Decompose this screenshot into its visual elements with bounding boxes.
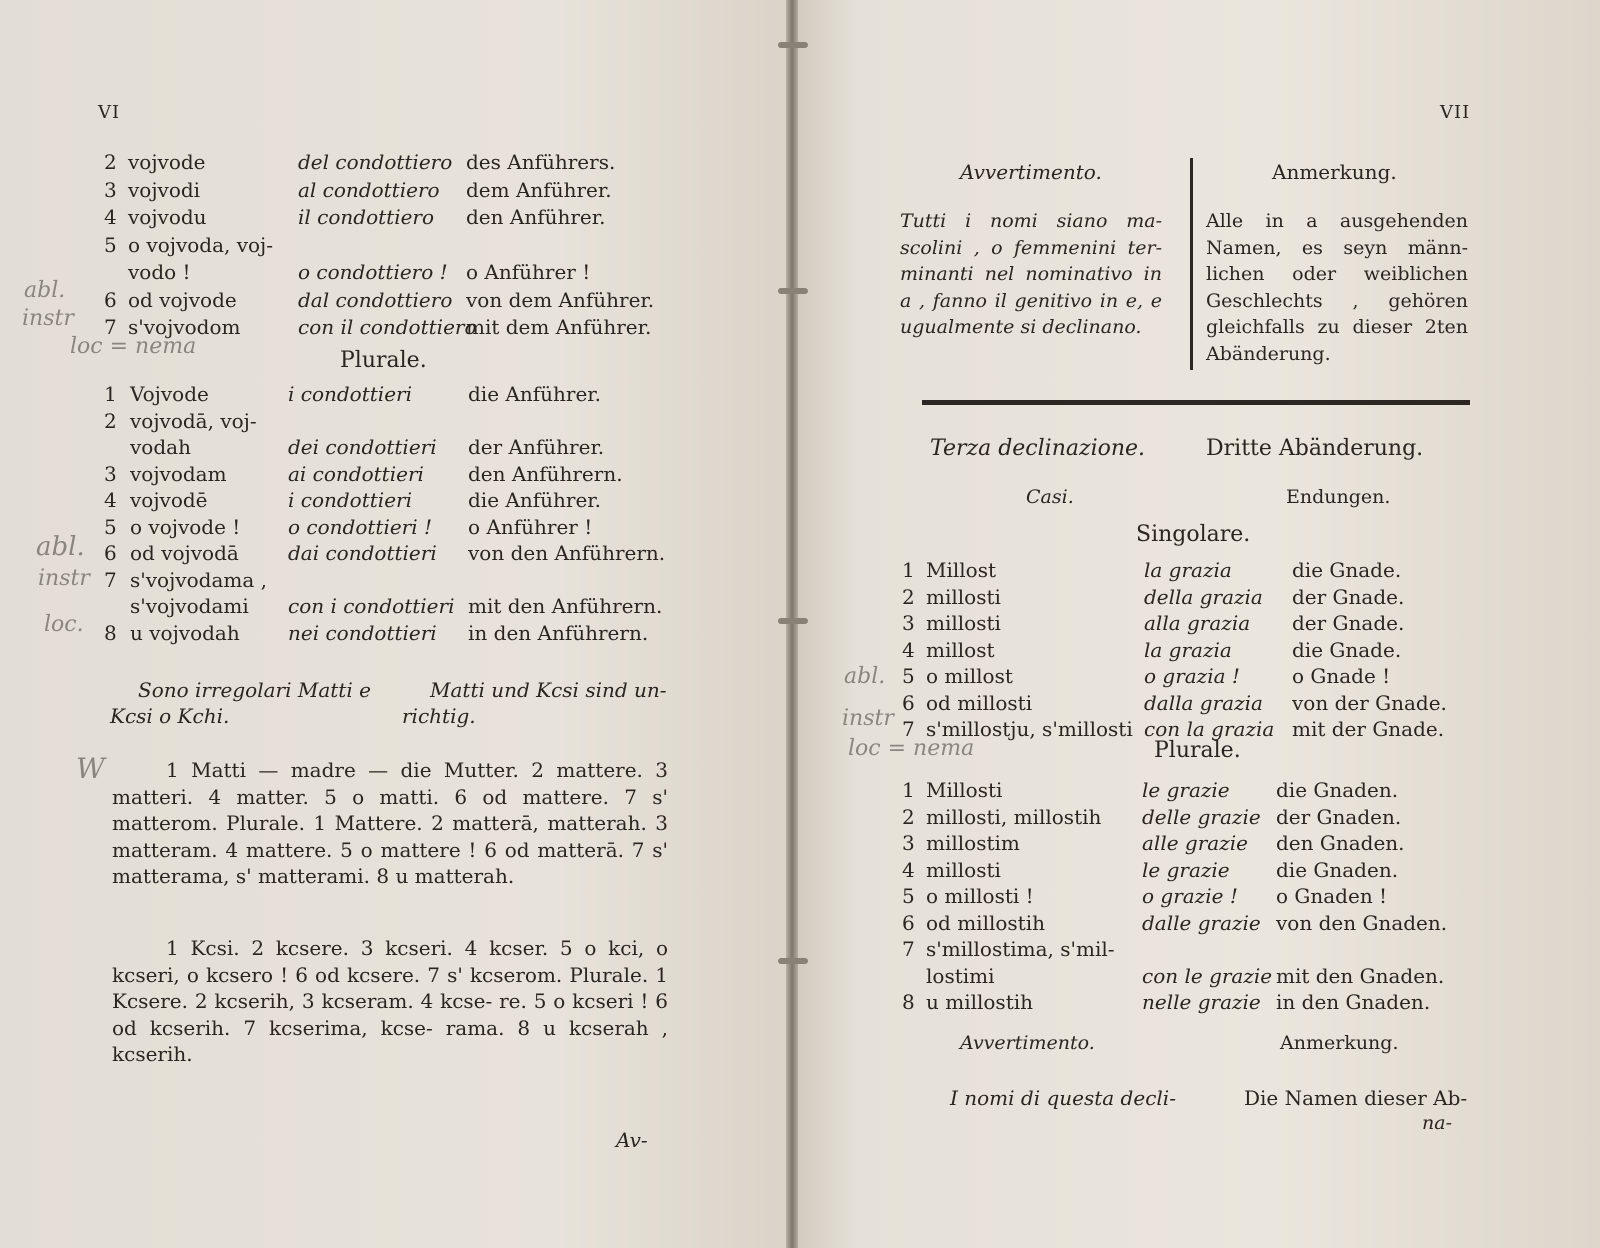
right-plural-heading: Plurale. [1154, 738, 1241, 763]
left-plural-row [0, 462, 792, 488]
left-singular-german: von dem Anführer. [466, 287, 655, 312]
right-singular-german: die Gnade. [1292, 558, 1402, 582]
left-plural-form: s'vojvodama , [130, 567, 267, 592]
page-number-right: VII [1440, 102, 1471, 123]
right-singular-german: von der Gnade. [1292, 690, 1447, 715]
right-singular-number: 3 [902, 611, 915, 635]
right-singular-number: 5 [902, 664, 915, 688]
right-singular-italian: la grazia [1144, 558, 1232, 582]
left-plural-italian: i condottieri [288, 488, 412, 512]
right-singular-row [792, 558, 1600, 584]
left-singular-german: den Anführer. [466, 205, 606, 229]
right-singular-row [792, 585, 1600, 611]
left-plural-row [0, 541, 792, 567]
right-page [792, 0, 1600, 1248]
right-plural-form: Millosti [926, 778, 1003, 802]
left-plural-number: 6 [104, 541, 117, 565]
left-plural-german: in den Anführern. [468, 620, 649, 645]
right-plural-german: von den Gnaden. [1276, 910, 1448, 935]
right-plural-row [792, 937, 1600, 963]
right-catchword: na- [1422, 1112, 1452, 1134]
right-singular-german: der Gnade. [1292, 584, 1405, 609]
pencil-note-w: W [76, 752, 105, 785]
pencil-note-instr: instr [22, 306, 74, 331]
column-endungen: Endungen. [1286, 486, 1391, 508]
left-plural-form: o vojvode ! [130, 514, 241, 539]
left-plural-number: 1 [104, 382, 117, 406]
section-rule [922, 400, 1470, 405]
left-plural-number: 7 [104, 567, 117, 592]
right-plural-form: millosti, millostih [926, 804, 1102, 829]
left-plural-row [0, 435, 792, 461]
left-plural-german: der Anführer. [468, 435, 605, 459]
right-singular-german: o Gnade ! [1292, 664, 1391, 688]
right-plural-form: o millosti ! [926, 884, 1034, 908]
note-italian-title: Avvertimento. [960, 160, 1102, 184]
right-plural-number: 1 [902, 778, 915, 802]
right-singular-number: 1 [902, 558, 915, 582]
right-singular-italian: dalla grazia [1144, 690, 1263, 715]
left-singular-form: vojvodu [128, 205, 207, 229]
note-german-title: Anmerkung. [1272, 160, 1397, 184]
left-singular-row [0, 288, 792, 314]
right-singular-heading: Singolare. [1136, 522, 1251, 547]
left-plural-number: 3 [104, 461, 117, 486]
left-plural-italian: con i condottieri [288, 594, 455, 618]
right-plural-row [792, 858, 1600, 884]
left-plural-german: mit den Anführern. [468, 594, 663, 618]
right-plural-number: 3 [902, 831, 915, 855]
left-catchword: Av- [616, 1128, 648, 1152]
matti-paragraph: 1 Matti — madre — die Mutter. 2 mattere. 3 matteri. 4 matter. 5 o matti. 6 od mattere. 7 s' matterom. Plurale. 1 Mattere. 2 matterā, matterah. 3 matteram. 4 mattere. 5 o mattere ! 6 od matterā. 7 s' matterama, s' matterami. 8 u matterah. [112, 758, 668, 888]
right-plural-row [792, 778, 1600, 804]
right-singular-row [792, 611, 1600, 637]
right-singular-german: der Gnade. [1292, 611, 1405, 635]
right-singular-form: s'millostju, s'millosti [926, 717, 1133, 741]
left-singular-row [0, 233, 792, 259]
right-plural-italian: le grazie [1142, 857, 1230, 882]
right-singular-row [792, 691, 1600, 717]
left-plural-form: od vojvodā [130, 541, 239, 565]
right-plural-italian: delle grazie [1142, 804, 1261, 829]
pencil-note-right-abl: abl. [844, 664, 886, 689]
left-singular-number: 7 [104, 315, 117, 339]
left-plural-row [0, 515, 792, 541]
right-plural-italian: con le grazie [1142, 963, 1273, 988]
left-singular-form: vodo ! [128, 260, 191, 284]
right-plural-german: den Gnaden. [1276, 831, 1405, 855]
kcsi-paragraph: 1 Kcsi. 2 kcsere. 3 kcseri. 4 kcser. 5 o kci, o kcseri, o kcsero ! 6 od kcsere. 7 s' kcserom. Plurale. 1 Kcsere. 2 kcserih, 3 kcseram. 4 kcse- re. 5 o kcseri ! 6 od kcserih. 7 kcserima, kcse- rama. 8 u kcserah , kcserih. [112, 936, 668, 1066]
left-singular-number: 6 [104, 287, 117, 312]
note-german-text: Alle in a ausgehenden Namen, es seyn männ- lichen oder weiblichen Geschlechts , gehören gleichfalls zu dieser 2ten Abänderung. [1206, 210, 1468, 365]
left-singular-italian: dal condottiero [298, 287, 453, 312]
section-title-german: Dritte Abänderung. [1206, 436, 1424, 461]
left-singular-form: o vojvoda, voj- [128, 232, 274, 257]
left-plural-form: Vojvode [130, 382, 209, 406]
right-plural-row [792, 805, 1600, 831]
right-singular-form: millost [926, 637, 995, 662]
right-plural-number: 5 [902, 884, 915, 908]
right-singular-italian: la grazia [1144, 637, 1232, 662]
right-plural-row [792, 911, 1600, 937]
left-singular-italian: o condottiero ! [298, 260, 448, 284]
left-plural-form: vodah [130, 435, 191, 459]
left-plural-row [0, 621, 792, 647]
left-plural-german: von den Anführern. [468, 541, 666, 565]
left-singular-number: 3 [104, 177, 117, 202]
left-plural-form: s'vojvodami [130, 594, 249, 618]
left-singular-german: des Anführers. [466, 150, 616, 174]
bottom-german-text: Die Namen dieser Ab- [1244, 1086, 1468, 1110]
left-singular-form: vojvodi [128, 177, 201, 202]
left-plural-german: die Anführer. [468, 382, 601, 406]
right-singular-number: 6 [902, 690, 915, 715]
bottom-italian-text: I nomi di questa decli- [950, 1086, 1176, 1110]
left-plural-form: vojvodē [130, 488, 208, 512]
right-plural-form: od millostih [926, 910, 1045, 935]
left-singular-german: mit dem Anführer. [466, 315, 652, 339]
right-plural-italian: nelle grazie [1142, 990, 1261, 1014]
right-singular-row [792, 664, 1600, 690]
binding-stitch [778, 958, 808, 964]
book-gutter [786, 0, 798, 1248]
left-singular-form: vojvode [128, 150, 206, 174]
irregular-italian-line2: Kcsi o Kchi. [110, 704, 230, 728]
right-plural-number: 7 [902, 937, 915, 961]
right-singular-form: Millost [926, 558, 997, 582]
pencil-note-instr-2: instr [38, 566, 90, 591]
left-plural-form: vojvodā, voj- [130, 408, 257, 433]
left-plural-heading: Plurale. [340, 348, 427, 373]
left-page [0, 0, 792, 1248]
left-singular-number: 2 [104, 150, 117, 174]
left-singular-row [0, 178, 792, 204]
left-plural-german: o Anführer ! [468, 514, 593, 539]
right-plural-number: 6 [902, 910, 915, 935]
pencil-note-right-instr: instr [842, 706, 894, 731]
left-singular-german: o Anführer ! [466, 260, 591, 284]
right-singular-italian: alla grazia [1144, 611, 1251, 635]
right-plural-german: o Gnaden ! [1276, 884, 1388, 908]
right-singular-form: od millosti [926, 690, 1033, 715]
left-singular-row [0, 205, 792, 231]
bottom-german-title: Anmerkung. [1280, 1032, 1399, 1054]
pencil-note-loc: loc. [44, 612, 84, 637]
right-plural-italian: alle grazie [1142, 831, 1248, 855]
right-plural-form: lostimi [926, 963, 995, 988]
right-plural-german: die Gnaden. [1276, 857, 1399, 882]
left-plural-number: 8 [104, 620, 117, 645]
right-singular-form: o millost [926, 664, 1013, 688]
right-plural-row [792, 990, 1600, 1016]
left-plural-number: 5 [104, 514, 117, 539]
left-singular-number: 5 [104, 232, 117, 257]
right-plural-form: millostim [926, 831, 1020, 855]
left-plural-row [0, 409, 792, 435]
note-italian-text: Tutti i nomi siano ma- scolini , o femmenini ter- minanti nel nominativo in a , fanno il genitivo in e, e ugualmente si declinano. [900, 210, 1162, 338]
left-plural-italian: i condottieri [288, 382, 412, 406]
pencil-note-abl-2: abl. [36, 532, 85, 562]
left-singular-german: dem Anführer. [466, 177, 612, 202]
right-singular-german: die Gnade. [1292, 637, 1402, 662]
pencil-note-loc-nema: loc = nema [70, 334, 197, 359]
left-singular-number: 4 [104, 205, 117, 229]
irregular-italian-line1: Sono irregolari Matti e [138, 678, 371, 702]
left-plural-row [0, 594, 792, 620]
bottom-italian-title: Avvertimento. [960, 1032, 1095, 1054]
note-divider [1190, 158, 1193, 370]
right-singular-german: mit der Gnade. [1292, 717, 1445, 741]
column-casi: Casi. [1026, 486, 1074, 508]
right-plural-number: 8 [902, 990, 915, 1014]
right-plural-italian: le grazie [1142, 778, 1230, 802]
right-plural-german: mit den Gnaden. [1276, 963, 1445, 988]
right-singular-italian: con la grazia [1144, 717, 1275, 741]
left-singular-form: s'vojvodom [128, 315, 241, 339]
page-number-left: VI [98, 102, 121, 123]
irregular-german-line2: richtig. [402, 704, 476, 728]
right-plural-form: u millostih [926, 990, 1034, 1014]
right-plural-row [792, 831, 1600, 857]
right-singular-number: 4 [902, 637, 915, 662]
right-singular-row [792, 638, 1600, 664]
right-plural-row [792, 964, 1600, 990]
right-plural-german: in den Gnaden. [1276, 990, 1431, 1014]
left-plural-number: 4 [104, 488, 117, 512]
right-plural-number: 4 [902, 857, 915, 882]
right-plural-row [792, 884, 1600, 910]
section-title-italian: Terza declinazione. [930, 436, 1146, 461]
right-singular-form: millosti [926, 584, 1001, 609]
left-plural-italian: ai condottieri [288, 461, 424, 486]
left-plural-row [0, 382, 792, 408]
right-plural-form: millosti [926, 857, 1001, 882]
right-plural-german: der Gnaden. [1276, 804, 1402, 829]
left-plural-german: den Anführern. [468, 461, 623, 486]
left-plural-italian: dai condottieri [288, 541, 437, 565]
left-plural-form: u vojvodah [130, 620, 240, 645]
right-singular-italian: della grazia [1144, 584, 1263, 609]
left-plural-row [0, 488, 792, 514]
right-singular-number: 2 [902, 584, 915, 609]
pencil-note-right-loc: loc = nema [848, 736, 975, 761]
left-plural-row [0, 568, 792, 594]
left-plural-number: 2 [104, 408, 117, 433]
left-singular-row [0, 260, 792, 286]
left-singular-italian: il condottiero [298, 205, 435, 229]
binding-stitch [778, 42, 808, 48]
left-plural-italian: o condottieri ! [288, 514, 433, 539]
right-singular-number: 7 [902, 717, 915, 741]
right-plural-german: die Gnaden. [1276, 778, 1399, 802]
right-plural-number: 2 [902, 804, 915, 829]
left-plural-german: die Anführer. [468, 488, 601, 512]
left-plural-italian: dei condottieri [288, 435, 437, 459]
left-singular-italian: con il condottiero [298, 315, 477, 339]
irregular-german-line1: Matti und Kcsi sind un- [430, 678, 667, 702]
binding-stitch [778, 288, 808, 294]
right-plural-form: s'millostima, s'mil- [926, 937, 1115, 961]
right-plural-italian: o grazie ! [1142, 884, 1238, 908]
left-singular-italian: al condottiero [298, 177, 440, 202]
right-plural-italian: dalle grazie [1142, 910, 1261, 935]
left-singular-row [0, 150, 792, 176]
right-singular-form: millosti [926, 611, 1001, 635]
binding-stitch [778, 618, 808, 624]
left-plural-italian: nei condottieri [288, 620, 437, 645]
left-singular-italian: del condottiero [298, 150, 453, 174]
left-singular-form: od vojvode [128, 287, 237, 312]
right-singular-italian: o grazia ! [1144, 664, 1240, 688]
pencil-note-abl: abl. [24, 278, 66, 303]
left-plural-form: vojvodam [130, 461, 227, 486]
